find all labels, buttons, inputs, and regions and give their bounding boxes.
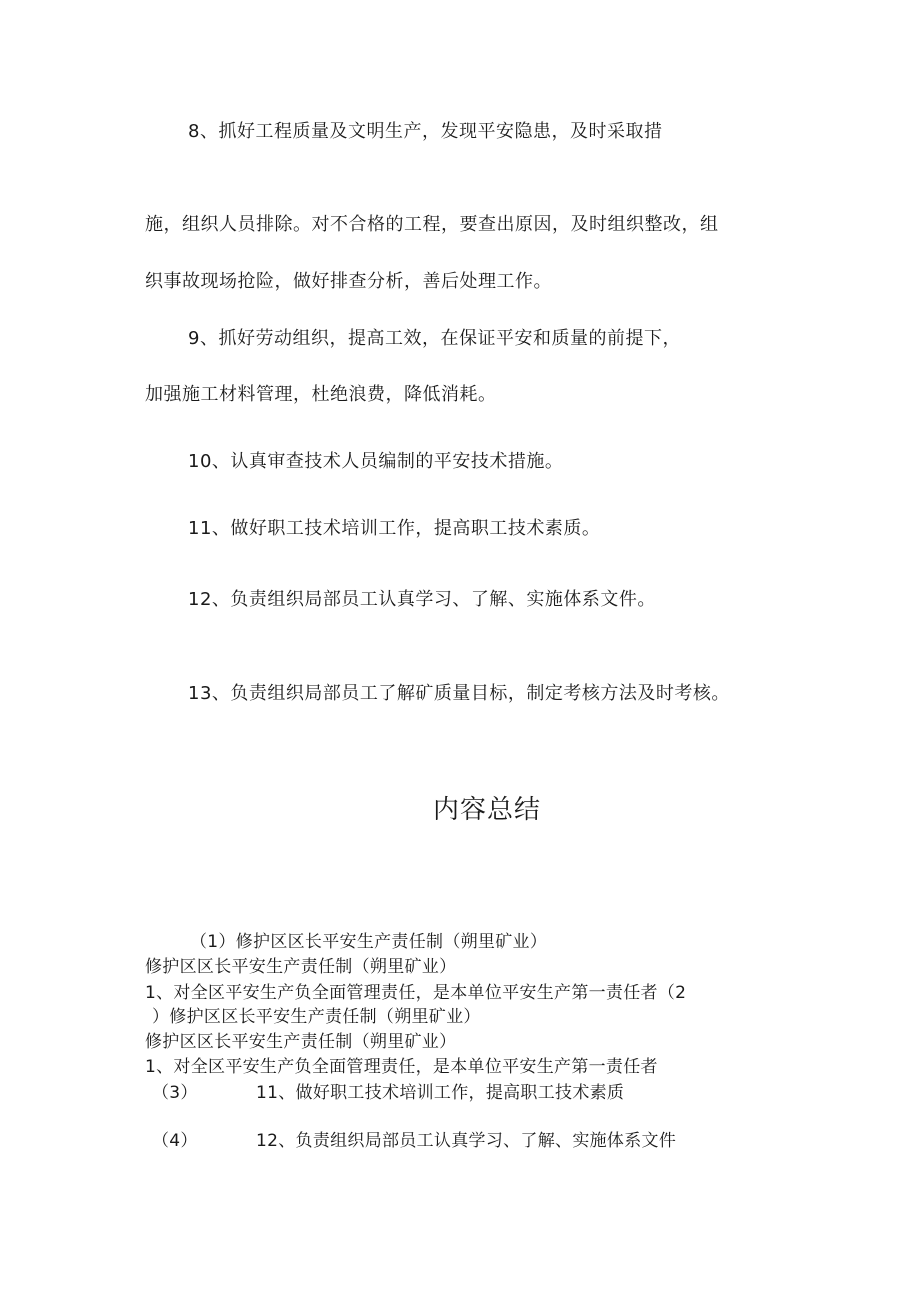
summary-line-3: 1、对全区平安生产负全面管理责任，是本单位平安生产第一责任者（2 xyxy=(145,983,687,1003)
paragraph-12: 12、负责组织局部员工认真学习、了解、实施体系文件。 xyxy=(188,589,656,610)
paragraph-8-line-2: 施，组织人员排除。对不合格的工程，要查出原因，及时组织整改，组 xyxy=(145,214,719,235)
summary-item-3-number: （3） xyxy=(152,1083,198,1103)
summary-line-4: ）修护区区长平安生产责任制（朔里矿业） xyxy=(152,1007,481,1027)
paragraph-10: 10、认真审查技术人员编制的平安技术措施。 xyxy=(188,451,564,472)
paragraph-9-line-2: 加强施工材料管理，杜绝浪费，降低消耗。 xyxy=(145,384,497,405)
paragraph-11: 11、做好职工技术培训工作，提高职工技术素质。 xyxy=(188,518,601,539)
paragraph-13: 13、负责组织局部员工了解矿质量目标，制定考核方法及时考核。 xyxy=(188,683,730,704)
summary-line-5: 修护区区长平安生产责任制（朔里矿业） xyxy=(145,1032,457,1052)
summary-item-4-number: （4） xyxy=(152,1131,198,1151)
summary-line-6: 1、对全区平安生产负全面管理责任，是本单位平安生产第一责任者 xyxy=(145,1057,658,1077)
summary-item-4-text: 12、负责组织局部员工认真学习、了解、实施体系文件 xyxy=(256,1131,677,1151)
summary-line-2: 修护区区长平安生产责任制（朔里矿业） xyxy=(145,957,457,977)
paragraph-9-line-1: 9、抓好劳动组织，提高工效，在保证平安和质量的前提下， xyxy=(188,328,681,349)
paragraph-8-line-1: 8、抓好工程质量及文明生产，发现平安隐患，及时采取措 xyxy=(188,121,663,142)
paragraph-8-line-3: 织事故现场抢险，做好排查分析，善后处理工作。 xyxy=(145,271,552,292)
summary-item-3-text: 11、做好职工技术培训工作，提高职工技术素质 xyxy=(256,1083,625,1103)
summary-line-1: （1）修护区区长平安生产责任制（朔里矿业） xyxy=(190,932,548,952)
summary-heading: 内容总结 xyxy=(433,795,542,825)
